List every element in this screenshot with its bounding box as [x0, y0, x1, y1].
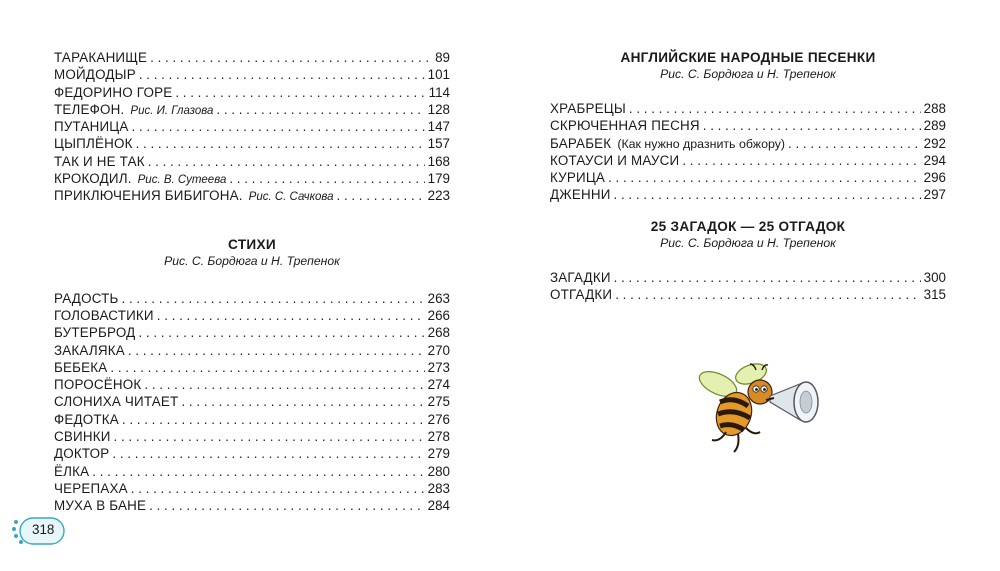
- entry-title: КОТАУСИ И МАУСИ: [550, 152, 680, 168]
- riddle-list: [550, 269, 946, 304]
- entry-title: ПУТАНИЦА: [54, 119, 129, 135]
- toc-entry: [54, 376, 450, 393]
- toc-entry: [54, 101, 450, 118]
- dot-leader: [132, 118, 425, 135]
- toc-entry: [54, 84, 450, 101]
- dot-leader: [110, 359, 424, 376]
- section-heading-songs: АНГЛИЙСКИЕ НАРОДНЫЕ ПЕСЕНКИ: [620, 50, 876, 65]
- poem-list: [54, 290, 450, 515]
- entry-page-number: 283: [427, 480, 450, 496]
- entry-page-number: 263: [427, 290, 450, 306]
- entry-title: КРОКОДИЛ.: [54, 171, 132, 187]
- entry-page-number: 147: [427, 119, 450, 135]
- section-illustrators-poems: Рис. С. Бордюга и Н. Трепенок: [164, 253, 340, 268]
- toc-entry: [54, 411, 450, 428]
- entry-page-number: 157: [427, 136, 450, 152]
- toc-entry: [54, 135, 450, 152]
- toc-entry: [550, 286, 946, 303]
- entry-page-number: 296: [923, 170, 946, 186]
- dot-leader: [122, 411, 425, 428]
- entry-title: МУХА В БАНЕ: [54, 498, 147, 514]
- toc-entry: [550, 186, 946, 203]
- toc-entry: [550, 135, 946, 152]
- dot-leader: [229, 170, 424, 187]
- entry-page-number: 89: [435, 50, 450, 65]
- toc-entry: [54, 342, 450, 359]
- toc-entry: [54, 290, 450, 307]
- entry-page-number: 300: [923, 269, 946, 285]
- entry-title: ЁЛКА: [54, 463, 90, 479]
- entry-page-number: 279: [427, 446, 450, 462]
- dot-leader: [150, 49, 432, 66]
- toc-entry: [54, 307, 450, 324]
- entry-title: ЗАГАДКИ: [550, 269, 611, 285]
- entry-title: МОЙДОДЫР: [54, 67, 136, 83]
- entry-page-number: 128: [427, 101, 450, 117]
- toc-entry: [550, 100, 946, 117]
- entry-page-number: 273: [427, 359, 450, 375]
- entry-page-number: 274: [427, 377, 450, 393]
- tale-list: [54, 49, 450, 205]
- entry-title: БЕБЕКА: [54, 359, 108, 375]
- entry-page-number: 268: [427, 325, 450, 341]
- dot-leader: [128, 342, 425, 359]
- toc-entry: [54, 445, 450, 462]
- page-number: 318: [32, 522, 55, 537]
- entry-page-number: 297: [923, 187, 946, 203]
- song-list: [550, 100, 946, 204]
- entry-page-number: 270: [427, 342, 450, 358]
- toc-entry: [54, 359, 450, 376]
- entry-page-number: 288: [923, 101, 946, 116]
- entry-title: ФЕДОТКА: [54, 411, 119, 427]
- entry-page-number: 101: [427, 67, 450, 83]
- page-number-badge: [10, 516, 66, 546]
- dot-leader: [682, 152, 920, 169]
- dot-leader: [148, 153, 425, 170]
- entry-title: РАДОСТЬ: [54, 290, 119, 306]
- dot-leader: [114, 428, 425, 445]
- toc-entry: [550, 169, 946, 186]
- toc-entry: [54, 463, 450, 480]
- dot-leader: [614, 269, 921, 286]
- dot-leader: [112, 445, 424, 462]
- dot-leader: [629, 100, 921, 117]
- dot-leader: [614, 186, 921, 203]
- entry-illustrator: Рис. С. Сачкова: [248, 191, 334, 204]
- entry-title: ТЕЛЕФОН.: [54, 101, 125, 117]
- toc-entry: [54, 324, 450, 341]
- entry-title: ЦЫПЛЁНОК: [54, 136, 133, 152]
- entry-title: КУРИЦА: [550, 170, 606, 186]
- dot-leader: [136, 135, 425, 152]
- section-illustrators-riddles: Рис. С. Бордюга и Н. Трепенок: [660, 235, 836, 250]
- dot-leader: [139, 66, 425, 83]
- dot-leader: [788, 135, 921, 152]
- dot-leader: [149, 497, 425, 514]
- entry-page-number: 284: [427, 498, 450, 514]
- entry-page-number: 289: [923, 118, 946, 134]
- section-illustrators-songs: Рис. С. Бордюга и Н. Трепенок: [660, 67, 836, 81]
- entry-title: ЗАКАЛЯКА: [54, 342, 125, 358]
- entry-title: ОТГАДКИ: [550, 287, 613, 303]
- entry-title: ПОРОСЁНОК: [54, 377, 142, 393]
- dot-leader: [216, 101, 424, 118]
- entry-page-number: 223: [427, 188, 450, 204]
- entry-title: ФЕДОРИНО ГОРЕ: [54, 84, 173, 100]
- dot-leader: [608, 169, 921, 186]
- dot-leader: [157, 307, 425, 324]
- toc-entry: [54, 480, 450, 497]
- entry-page-number: 275: [427, 394, 450, 410]
- entry-page-number: 266: [427, 307, 450, 323]
- entry-title: ХРАБРЕЦЫ: [550, 101, 626, 116]
- toc-entry: [54, 428, 450, 445]
- entry-title: ТАК И НЕ ТАК: [54, 153, 145, 169]
- entry-page-number: 280: [427, 463, 450, 479]
- left-column: [54, 49, 450, 515]
- toc-entry: [550, 117, 946, 134]
- entry-title: ДЖЕННИ: [550, 187, 611, 203]
- entry-page-number: 276: [427, 411, 450, 427]
- entry-title: ЧЕРЕПАХА: [54, 480, 128, 496]
- entry-title: ГОЛОВАСТИКИ: [54, 307, 154, 323]
- toc-entry: [54, 187, 450, 204]
- right-column: [550, 49, 946, 303]
- entry-page-number: 168: [427, 153, 450, 169]
- toc-entry: [54, 153, 450, 170]
- dot-leader: [92, 463, 424, 480]
- toc-entry: [54, 49, 450, 66]
- section-heading-poems: СТИХИ: [228, 236, 276, 252]
- toc-entry: [54, 118, 450, 135]
- toc-entry: [550, 269, 946, 286]
- entry-subtitle: (Как нужно дразнить обжору): [617, 136, 786, 151]
- dot-leader: [703, 117, 921, 134]
- entry-page-number: 294: [923, 152, 946, 168]
- entry-title: ПРИКЛЮЧЕНИЯ БИБИГОНА.: [54, 188, 243, 204]
- entry-illustrator: Рис. В. Сутеева: [137, 174, 227, 187]
- dot-leader: [337, 187, 425, 204]
- entry-title: СЛОНИХА ЧИТАЕТ: [54, 394, 179, 410]
- entry-page-number: 114: [428, 84, 450, 100]
- dot-leader: [144, 376, 424, 393]
- entry-page-number: 278: [427, 429, 450, 445]
- entry-page-number: 315: [923, 287, 946, 303]
- dot-leader: [122, 290, 425, 307]
- entry-page-number: 179: [427, 171, 450, 187]
- toc-entry: [550, 152, 946, 169]
- entry-title: БАРАБЕК: [550, 135, 612, 151]
- bee-with-horn-illustration: [696, 362, 830, 456]
- entry-title: ТАРАКАНИЩЕ: [54, 50, 148, 65]
- toc-entry: [54, 497, 450, 514]
- section-heading-riddles: 25 ЗАГАДОК — 25 ОТГАДОК: [650, 218, 846, 234]
- dot-leader: [138, 324, 424, 341]
- entry-title: БУТЕРБРОД: [54, 325, 136, 341]
- dot-leader: [131, 480, 425, 497]
- toc-entry: [54, 170, 450, 187]
- entry-page-number: 292: [923, 135, 946, 151]
- entry-title: ДОКТОР: [54, 446, 110, 462]
- toc-entry: [54, 393, 450, 410]
- dot-leader: [175, 84, 425, 101]
- dot-leader: [181, 393, 424, 410]
- entry-title: СКРЮЧЕННАЯ ПЕСНЯ: [550, 118, 700, 134]
- entry-title: СВИНКИ: [54, 429, 111, 445]
- entry-illustrator: Рис. И. Глазова: [130, 104, 214, 117]
- toc-entry: [54, 66, 450, 83]
- dot-leader: [615, 286, 920, 303]
